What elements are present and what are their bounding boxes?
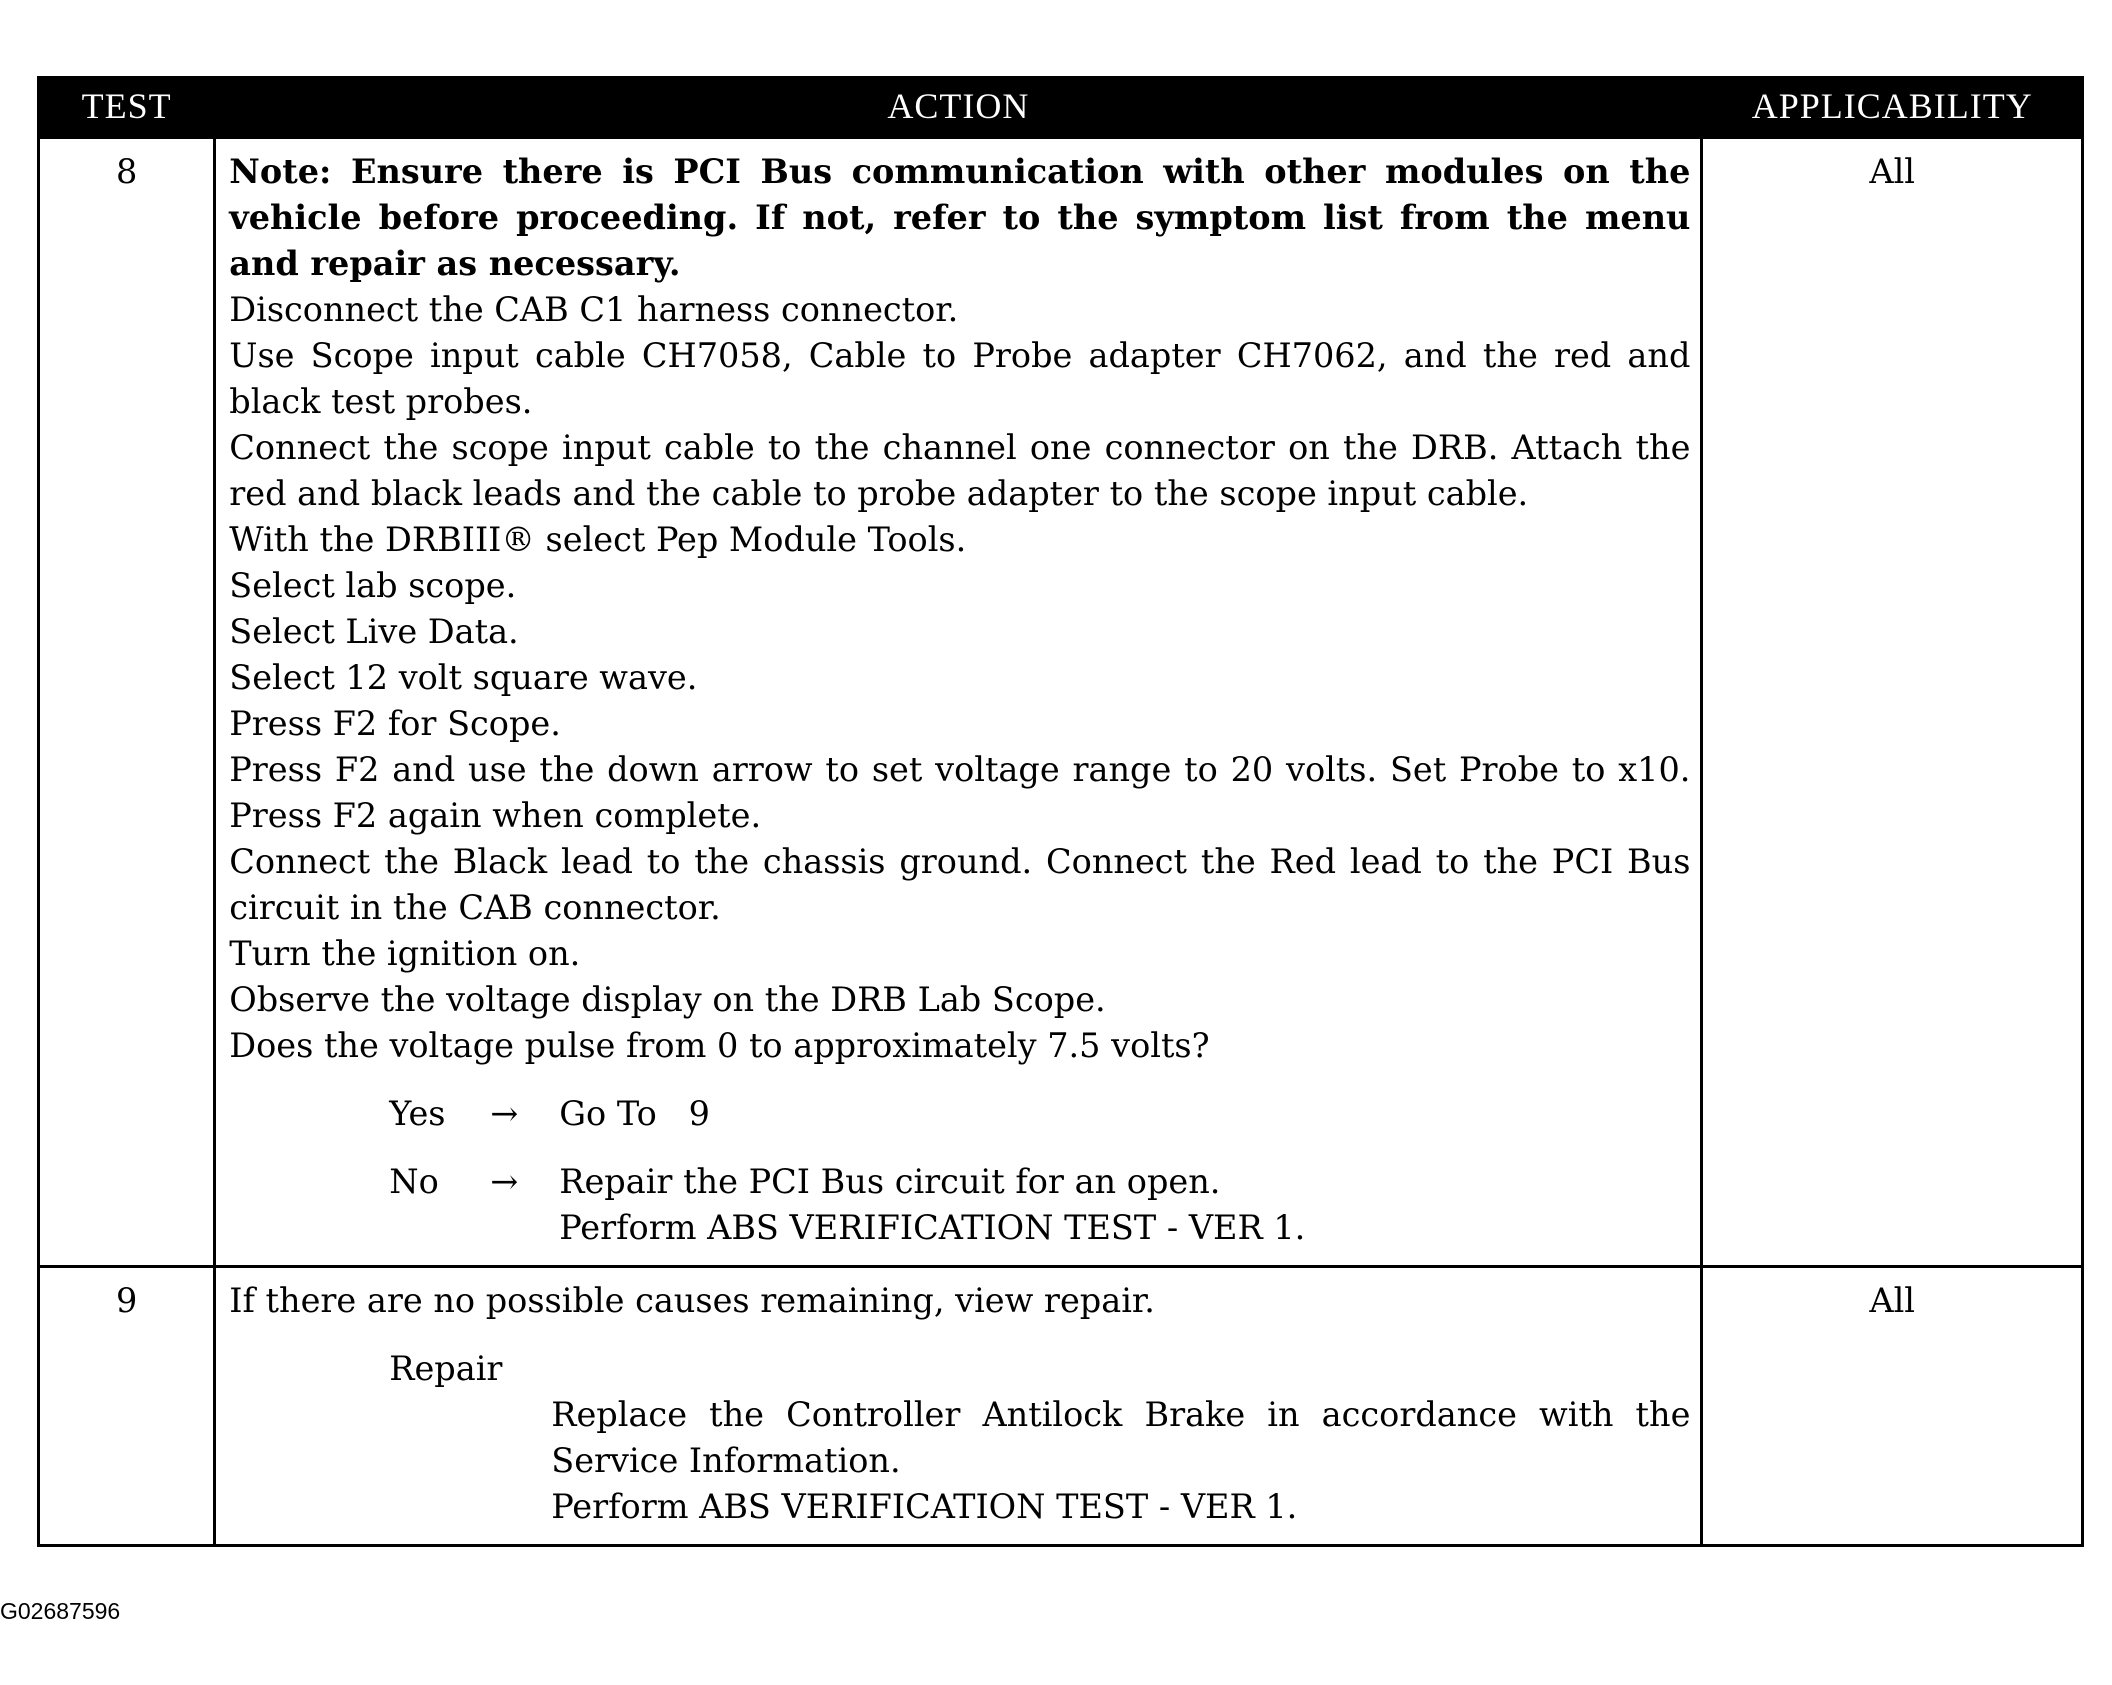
action-cell [215, 1267, 1702, 1546]
step-text: Press F2 and use the down arrow to set voltage range to 20 volts. Set Probe to x10. Press F2 again when complete. [229, 750, 1691, 835]
table-row [39, 1267, 2083, 1546]
outcome-text [559, 1159, 1690, 1251]
outcome-text [559, 1091, 1690, 1137]
repair-label: Repair [389, 1349, 503, 1388]
step-text: With the DRBIII® select Pep Module Tools. [229, 520, 967, 559]
repair-instructions [551, 1392, 1690, 1530]
note-text: Note: Ensure there is PCI Bus communication with other modules on the vehicle before proceeding. If not, refer to the symptom list from the menu and repair as necessary. [229, 152, 1691, 283]
repair-block [389, 1346, 1690, 1530]
repair-line: Replace the Controller Antilock Brake in accordance with the Service Information. [551, 1395, 1691, 1480]
test-number: 9 [39, 1267, 215, 1546]
step-text: Observe the voltage display on the DRB Lab Scope. [229, 980, 1106, 1019]
outcome-line: Perform ABS VERIFICATION TEST - VER 1. [559, 1208, 1306, 1247]
header-action: ACTION [215, 76, 1702, 138]
right-arrow-icon: → [490, 1162, 519, 1201]
step-text: Turn the ignition on. [229, 934, 581, 973]
figure-id: G02687596 [0, 1598, 121, 1624]
step-text: Select 12 volt square wave. [229, 658, 698, 697]
outcome-line: Repair the PCI Bus circuit for an open. [559, 1162, 1221, 1201]
repair-line: Perform ABS VERIFICATION TEST - VER 1. [551, 1487, 1298, 1526]
right-arrow-icon: → [490, 1094, 519, 1133]
outcome-label: No [389, 1162, 439, 1201]
step-text: Connect the Black lead to the chassis ground. Connect the Red lead to the PCI Bus circuit in the CAB connector. [229, 842, 1691, 927]
step-text: Disconnect the CAB C1 harness connector. [229, 290, 959, 329]
action-cell [215, 138, 1702, 1267]
question-text: Does the voltage pulse from 0 to approximately 7.5 volts? [229, 1026, 1210, 1065]
step-text: Use Scope input cable CH7058, Cable to Probe adapter CH7062, and the red and black test probes. [229, 336, 1691, 421]
table-row [39, 138, 2083, 1267]
outcome-yes [389, 1091, 1690, 1137]
test-number: 8 [39, 138, 215, 1267]
header-applicability: APPLICABILITY [1702, 76, 2083, 138]
step-text: Select Live Data. [229, 612, 519, 651]
table-header-row [39, 76, 2083, 138]
applicability-cell: All [1702, 1267, 2083, 1546]
outcome-no [389, 1159, 1690, 1251]
outcome-line: Go To 9 [559, 1094, 710, 1133]
step-text: If there are no possible causes remaining, view repair. [229, 1281, 1155, 1320]
applicability-cell: All [1702, 138, 2083, 1267]
step-text: Select lab scope. [229, 566, 517, 605]
header-test: TEST [39, 76, 215, 138]
outcome-label: Yes [389, 1094, 446, 1133]
diagnostic-test-table [37, 76, 2084, 1547]
step-text: Connect the scope input cable to the channel one connector on the DRB. Attach the red and black leads and the cable to probe adapter to the scope input cable. [229, 428, 1691, 513]
step-text: Press F2 for Scope. [229, 704, 561, 743]
